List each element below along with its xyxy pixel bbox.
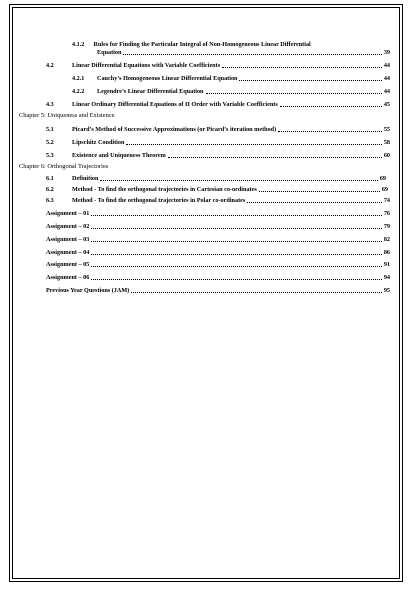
toc-entry-4-1-2-continued[interactable]	[97, 48, 390, 56]
toc-page: 74	[383, 196, 390, 204]
dot-leader	[91, 248, 381, 255]
toc-entry-5-1[interactable]	[46, 125, 390, 133]
dot-leader	[247, 196, 382, 203]
toc-page: 45	[383, 100, 390, 108]
toc-page: 79	[383, 222, 390, 230]
toc-number: 6.1	[46, 174, 54, 182]
toc-number: 6.3	[46, 196, 54, 204]
dot-leader	[131, 286, 382, 293]
toc-page: 44	[383, 61, 390, 69]
toc-title: Definition	[72, 174, 99, 182]
toc-entry-4-3[interactable]	[46, 100, 390, 108]
toc-entry-assignment-04[interactable]	[46, 248, 390, 256]
toc-page: 95	[383, 286, 390, 294]
toc-title: Rules for Finding the Particular Integral of Non-Homogeneous Linear Differential	[93, 41, 311, 48]
toc-title: Cauchy’s Homogeneous Linear Differential Equation	[97, 74, 238, 82]
toc-entry-4-2-1[interactable]	[72, 74, 390, 82]
toc-entry-6-2[interactable]	[46, 185, 388, 193]
dot-leader	[126, 138, 381, 145]
toc-page: 39	[383, 48, 390, 56]
dot-leader	[91, 273, 381, 280]
toc-title: Assignment – 05	[46, 260, 90, 268]
dot-leader	[259, 185, 380, 192]
toc-page: 55	[383, 125, 390, 133]
toc-entry-assignment-06[interactable]	[46, 273, 390, 281]
toc-title: Method - To find the orthogonal trajectories in Polar co-ordinates	[72, 196, 246, 204]
dot-leader	[91, 260, 381, 267]
dot-leader	[91, 235, 381, 242]
toc-page: 44	[383, 74, 390, 82]
toc-title: Assignment – 03	[46, 235, 90, 243]
chapter-heading-5[interactable]: Chapter 5: Uniqueness and Existence	[19, 112, 115, 119]
toc-title: Assignment – 06	[46, 273, 90, 281]
toc-entry-4-2-2[interactable]	[72, 87, 390, 95]
toc-title: Existence and Uniqueness Theorem	[72, 151, 166, 159]
toc-title: Legendre’s Linear Differential Equation	[97, 87, 204, 95]
toc-number: 4.2.2	[72, 87, 85, 95]
toc-entry-assignment-02[interactable]	[46, 222, 390, 230]
toc-title: Method - To find the orthogonal trajectories in Cartesian co-ordinates	[72, 185, 257, 193]
toc-entry-5-2[interactable]	[46, 138, 390, 146]
dot-leader	[100, 174, 377, 181]
toc-title: Lipschitz Condition	[72, 138, 125, 146]
toc-page: 58	[383, 138, 390, 146]
toc-title: Assignment – 01	[46, 209, 90, 217]
dot-leader	[206, 87, 382, 94]
toc-number: 5.1	[46, 125, 54, 133]
toc-entry-5-3[interactable]	[46, 151, 390, 159]
dot-leader	[123, 48, 381, 55]
toc-title: Linear Differential Equations with Variable Coefficients	[72, 61, 221, 69]
toc-page: 76	[383, 209, 390, 217]
dot-leader	[168, 151, 382, 158]
toc-page: 69	[381, 185, 388, 193]
toc-number: 4.3	[46, 100, 54, 108]
toc-title: Picard’s Method of Successive Approximations (or Picard’s iteration method)	[72, 125, 277, 133]
toc-entry-assignment-01[interactable]	[46, 209, 390, 217]
toc-number: 4.2.1	[72, 74, 85, 82]
toc-page: 60	[383, 151, 390, 159]
toc-title-continued: Equation	[97, 48, 122, 56]
toc-number: 4.1.2	[72, 41, 85, 48]
toc-page: 86	[383, 248, 390, 256]
toc-title: Previous Year Questions (JAM)	[46, 286, 130, 294]
toc-title: Assignment – 02	[46, 222, 90, 230]
dot-leader	[239, 74, 381, 81]
toc-entry-assignment-03[interactable]	[46, 235, 390, 243]
toc-number: 4.2	[46, 61, 54, 69]
dot-leader	[91, 209, 381, 216]
toc-title: Linear Ordinary Differential Equations of II Order with Variable Coefficients	[72, 100, 278, 108]
toc-page: 44	[383, 87, 390, 95]
toc-entry-assignment-05[interactable]	[46, 260, 390, 268]
chapter-heading-6[interactable]: Chapter 6: Orthogonal Trajectories	[19, 163, 109, 170]
toc-number: 5.3	[46, 151, 54, 159]
toc-page: 82	[383, 235, 390, 243]
toc-page: 91	[383, 260, 390, 268]
toc-page: 69	[379, 174, 386, 182]
toc-title: Assignment – 04	[46, 248, 90, 256]
toc-entry-previous-year-questions[interactable]	[46, 286, 390, 294]
dot-leader	[280, 100, 382, 107]
toc-number: 5.2	[46, 138, 54, 146]
toc-entry-6-1[interactable]	[46, 174, 386, 182]
toc-page: 94	[383, 273, 390, 281]
toc-entry-4-2[interactable]	[46, 61, 390, 69]
dot-leader	[222, 61, 382, 68]
toc-number: 6.2	[46, 185, 54, 193]
dot-leader	[278, 125, 382, 132]
dot-leader	[91, 222, 381, 229]
toc-entry-6-3[interactable]	[46, 196, 390, 204]
